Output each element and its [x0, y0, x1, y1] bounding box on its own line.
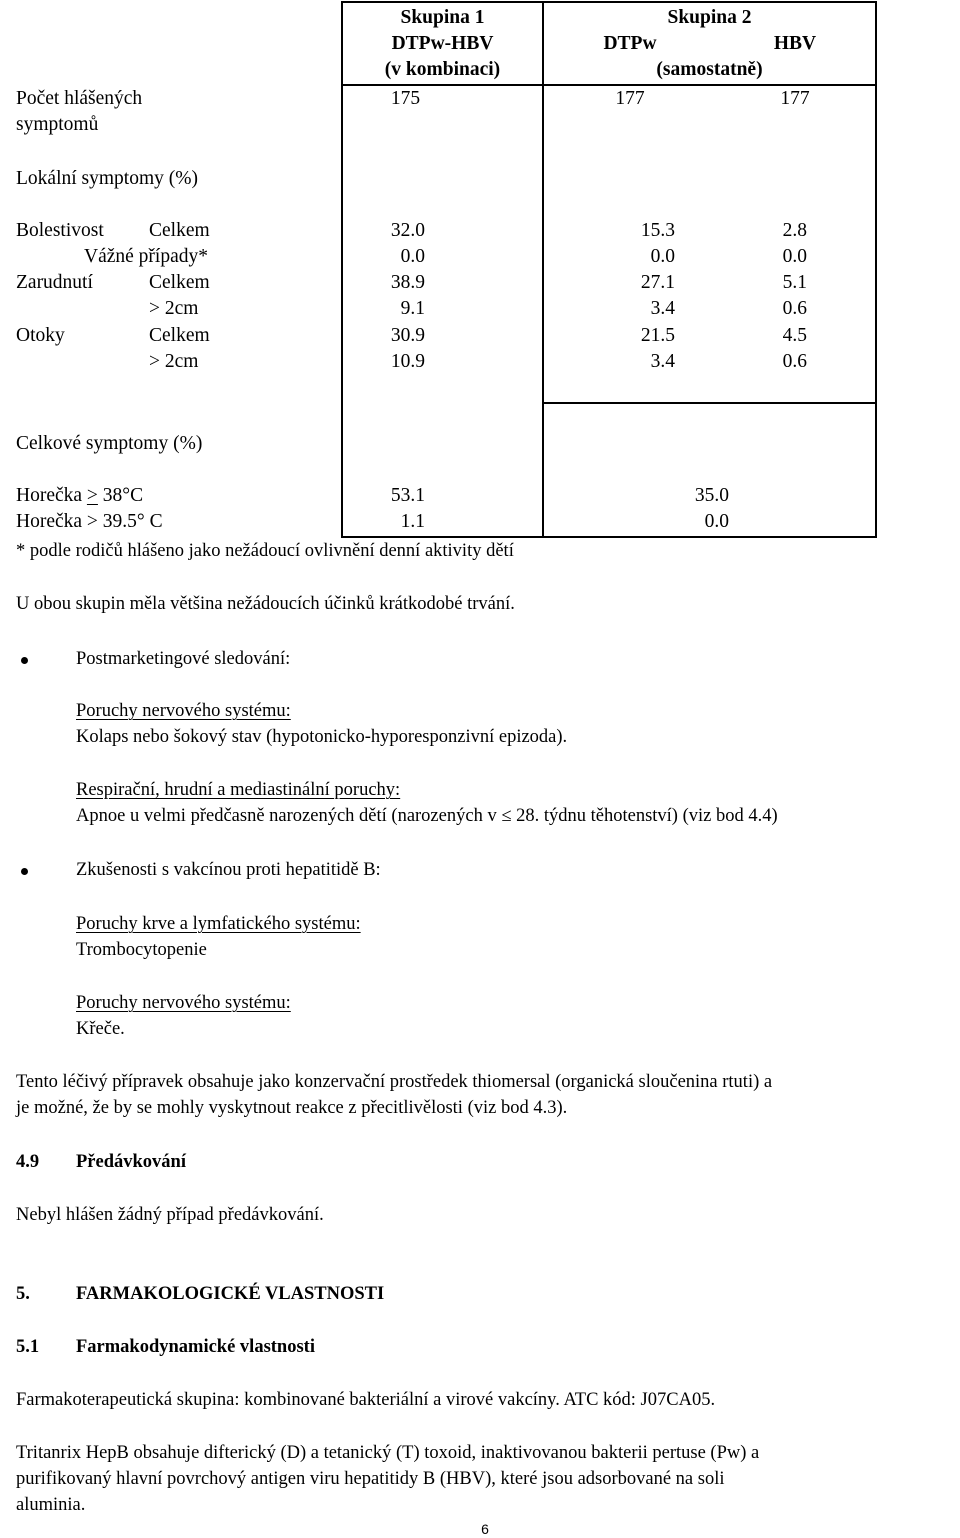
thiomersal-line1: Tento léčivý přípravek obsahuje jako konzervační prostředek thiomersal (organická sloučenina rtuti) a: [16, 1072, 773, 1092]
section-5-title: FARMAKOLOGICKÉ VLASTNOSTI: [76, 1284, 385, 1304]
group1-header-line1: Skupina 1: [400, 7, 485, 28]
section-5-1-title: Farmakodynamické vlastnosti: [76, 1337, 315, 1357]
value-group2: 35.0: [694, 485, 729, 506]
hepatitis-title: Zkušenosti s vakcínou proti hepatitidě B:: [76, 860, 381, 880]
value-group1: 0.0: [400, 246, 425, 267]
nervous-system-text: Kolaps nebo šokový stav (hypotonicko-hyporesponzivní epizoda).: [76, 727, 568, 747]
row-sublabel: Celkem: [149, 272, 210, 293]
group2-header-hbv: HBV: [773, 33, 817, 54]
value-group1: 32.0: [390, 220, 425, 241]
row-label: Horečka > 38°C: [16, 485, 144, 506]
table-border-left: [341, 1, 343, 537]
row-sublabel: Celkem: [149, 220, 210, 241]
count-group1: 175: [390, 88, 421, 109]
value-dtpw: 3.4: [650, 298, 675, 319]
row-label: Zarudnutí: [16, 272, 93, 293]
nervous-system-text-2: Křeče.: [76, 1019, 125, 1039]
count-label-line2: symptomů: [16, 114, 99, 135]
table-header-divider: [341, 84, 877, 86]
respiratory-text: Apnoe u velmi předčasně narozených dětí (narozených v ≤ 28. týdnu těhotenství) (viz bod 4.4): [76, 806, 778, 826]
greater-equal-sign: >: [86, 485, 98, 506]
tritanrix-line2: purifikovaný hlavní povrchový antigen viru hepatitidy B (HBV), které jsou adsorbované na soli: [16, 1469, 725, 1489]
row-label: Otoky: [16, 325, 65, 346]
group2-header-line3: (samostatně): [656, 59, 763, 80]
value-dtpw: 21.5: [640, 325, 675, 346]
value-group2: 0.0: [704, 511, 729, 532]
page-number: 6: [481, 1521, 489, 1537]
table-border-top: [341, 1, 877, 3]
nervous-system-heading-2: Poruchy nervového systému:: [76, 993, 291, 1013]
value-group1: 38.9: [390, 272, 425, 293]
local-symptoms-title: Lokální symptomy (%): [16, 168, 198, 189]
value-hbv: 4.5: [782, 325, 807, 346]
row-sublabel: > 2cm: [149, 351, 199, 372]
blood-system-heading: Poruchy krve a lymfatického systému:: [76, 914, 361, 934]
value-group1: 9.1: [400, 298, 425, 319]
table-column-divider: [542, 1, 544, 537]
value-dtpw: 15.3: [640, 220, 675, 241]
overdose-text: Nebyl hlášen žádný případ předávkování.: [16, 1205, 324, 1225]
tritanrix-line1: Tritanrix HepB obsahuje difterický (D) a tetanický (T) toxoid, inaktivovanou bakterii pertuse (Pw) a: [16, 1443, 760, 1463]
group1-header-line3: (v kombinaci): [384, 59, 501, 80]
greater-sign: >: [86, 511, 98, 532]
value-hbv: 5.1: [782, 272, 807, 293]
table-border-bottom: [341, 536, 877, 538]
section-5-1-number: 5.1: [16, 1337, 40, 1357]
nervous-system-heading: Poruchy nervového systému:: [76, 701, 291, 721]
row-sublabel: Celkem: [149, 325, 210, 346]
value-group1: 30.9: [390, 325, 425, 346]
row-label: Bolestivost: [16, 220, 104, 241]
tritanrix-line3: aluminia.: [16, 1495, 86, 1515]
bullet-icon: [21, 657, 28, 664]
value-dtpw: 0.0: [650, 246, 675, 267]
value-group1: 10.9: [390, 351, 425, 372]
group2-header-dtpw: DTPw: [603, 33, 657, 54]
value-hbv: 2.8: [782, 220, 807, 241]
summary-text: U obou skupin měla většina nežádoucích účinků krátkodobé trvání.: [16, 594, 515, 614]
blood-system-text: Trombocytopenie: [76, 940, 207, 960]
section-4-9-number: 4.9: [16, 1152, 40, 1172]
count-dtpw: 177: [615, 88, 645, 109]
section-5-number: 5.: [16, 1284, 30, 1304]
value-hbv: 0.6: [782, 351, 807, 372]
general-symptoms-title: Celkové symptomy (%): [16, 433, 203, 454]
pharmacotherapeutic-group: Farmakoterapeutická skupina: kombinované bakteriální a virové vakcíny. ATC kód: J07CA05.: [16, 1390, 716, 1410]
value-dtpw: 3.4: [650, 351, 675, 372]
group1-header-line2: DTPw-HBV: [391, 33, 494, 54]
row-sublabel: Vážné případy*: [84, 246, 208, 267]
count-label-line1: Počet hlášených: [16, 88, 143, 109]
value-hbv: 0.6: [782, 298, 807, 319]
value-group1: 1.1: [400, 511, 425, 532]
table-border-right: [875, 1, 877, 537]
table-general-divider: [542, 402, 877, 404]
value-dtpw: 27.1: [640, 272, 675, 293]
respiratory-heading: Respirační, hrudní a mediastinální poruchy:: [76, 780, 401, 800]
postmarketing-title: Postmarketingové sledování:: [76, 649, 291, 669]
row-sublabel: > 2cm: [149, 298, 199, 319]
row-label: Horečka > 39.5° C: [16, 511, 163, 532]
value-hbv: 0.0: [782, 246, 807, 267]
count-hbv: 177: [780, 88, 810, 109]
table-footnote: * podle rodičů hlášeno jako nežádoucí ovlivnění denní aktivity dětí: [16, 541, 514, 561]
less-equal-sign: ≤: [501, 806, 512, 826]
value-group1: 53.1: [390, 485, 425, 506]
bullet-icon: [21, 868, 28, 875]
group2-header-line1: Skupina 2: [667, 7, 752, 28]
section-4-9-title: Předávkování: [76, 1152, 186, 1172]
thiomersal-line2: je možné, že by se mohly vyskytnout reakce z přecitlivělosti (viz bod 4.3).: [16, 1098, 568, 1118]
